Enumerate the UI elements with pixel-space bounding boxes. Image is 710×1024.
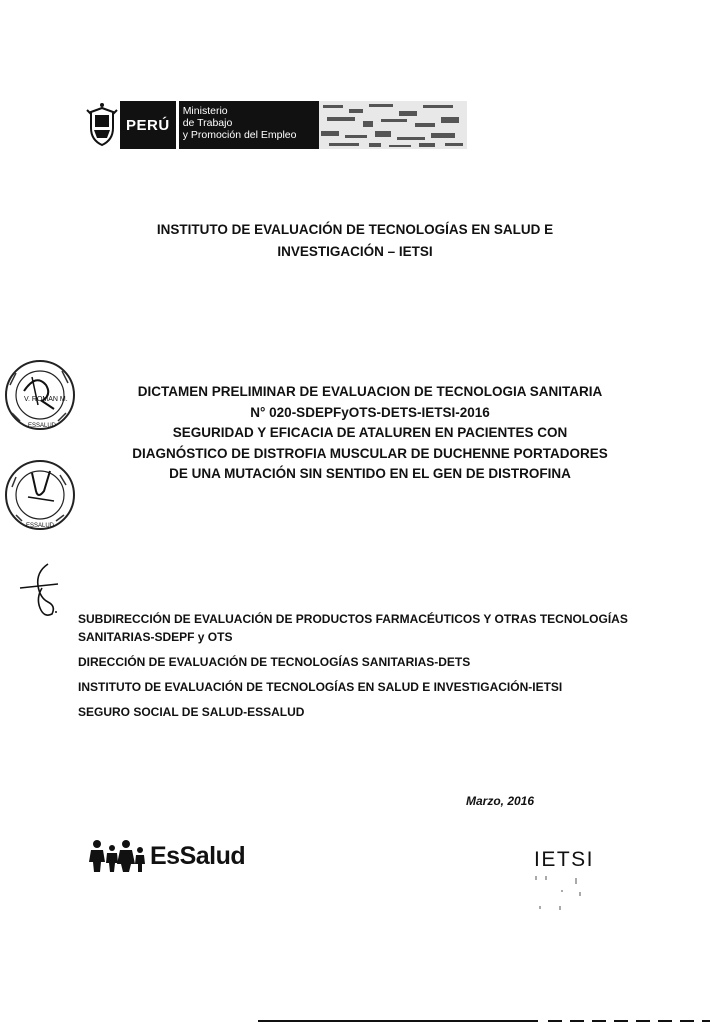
institute-title-line-2: INVESTIGACIÓN – IETSI [277,244,433,259]
ministry-line-2: de Trabajo [182,117,233,129]
dictamen-line-1: DICTAMEN PRELIMINAR DE EVALUACION DE TECNOLOGIA SANITARIA [137,384,603,399]
unit-seguro: SEGURO SOCIAL DE SALUD-ESSALUD [78,705,305,719]
unit-direccion: DIRECCIÓN DE EVALUACIÓN DE TECNOLOGÍAS SANITARIAS-DETS [78,655,471,669]
ietsi-logo-marks [530,876,590,916]
seal-2-org: ESSALUD [26,523,55,529]
bottom-border-line [258,1020,710,1022]
ministry-name [179,101,319,149]
essalud-logo [88,838,245,874]
peru-coat-of-arms-icon [84,101,120,149]
essalud-wordmark: EsSalud [150,841,246,870]
institute-title [0,219,710,263]
scanned-noise-block [319,101,467,149]
ministry-line-3: y Promoción del Empleo [182,129,297,141]
dictamen-line-4: DIAGNÓSTICO DE DISTROFIA MUSCULAR DE DUCHENNE PORTADORES [132,445,608,461]
dictamen-line-3: SEGURIDAD Y EFICACIA DE ATALUREN EN PACIENTES CON [172,425,568,440]
document-date: Marzo, 2016 [466,794,535,808]
unit-subdireccion: SUBDIRECCIÓN DE EVALUACIÓN DE PRODUCTOS FARMACÉUTICOS Y OTRAS TECNOLOGÍAS SANITARIAS-SDEPF y OTS [78,612,628,644]
seal-1-org: ESSALUD [28,423,57,429]
handwritten-signature [18,558,64,625]
ministry-line-1: Ministerio [182,105,228,117]
institute-title-line-1: INSTITUTO DE EVALUACIÓN DE TECNOLOGÍAS EN SALUD E [156,222,554,237]
dictamen-line-5: DE UNA MUTACIÓN SIN SENTIDO EN EL GEN DE DISTROFINA [169,466,571,481]
dictamen-title [60,382,680,485]
family-figures-icon [88,838,148,874]
unit-instituto: INSTITUTO DE EVALUACIÓN DE TECNOLOGÍAS EN SALUD E INVESTIGACIÓN-IETSI [78,680,563,694]
authoring-units [78,610,638,728]
ietsi-wordmark: IETSI [534,848,595,871]
country-label: PERÚ [120,101,176,149]
ministry-logo [84,101,467,149]
dictamen-line-2: N° 020-SDEPFyOTS-DETS-IETSI-2016 [250,404,490,420]
seal-1-name: V. ROMAN M. [24,396,68,403]
